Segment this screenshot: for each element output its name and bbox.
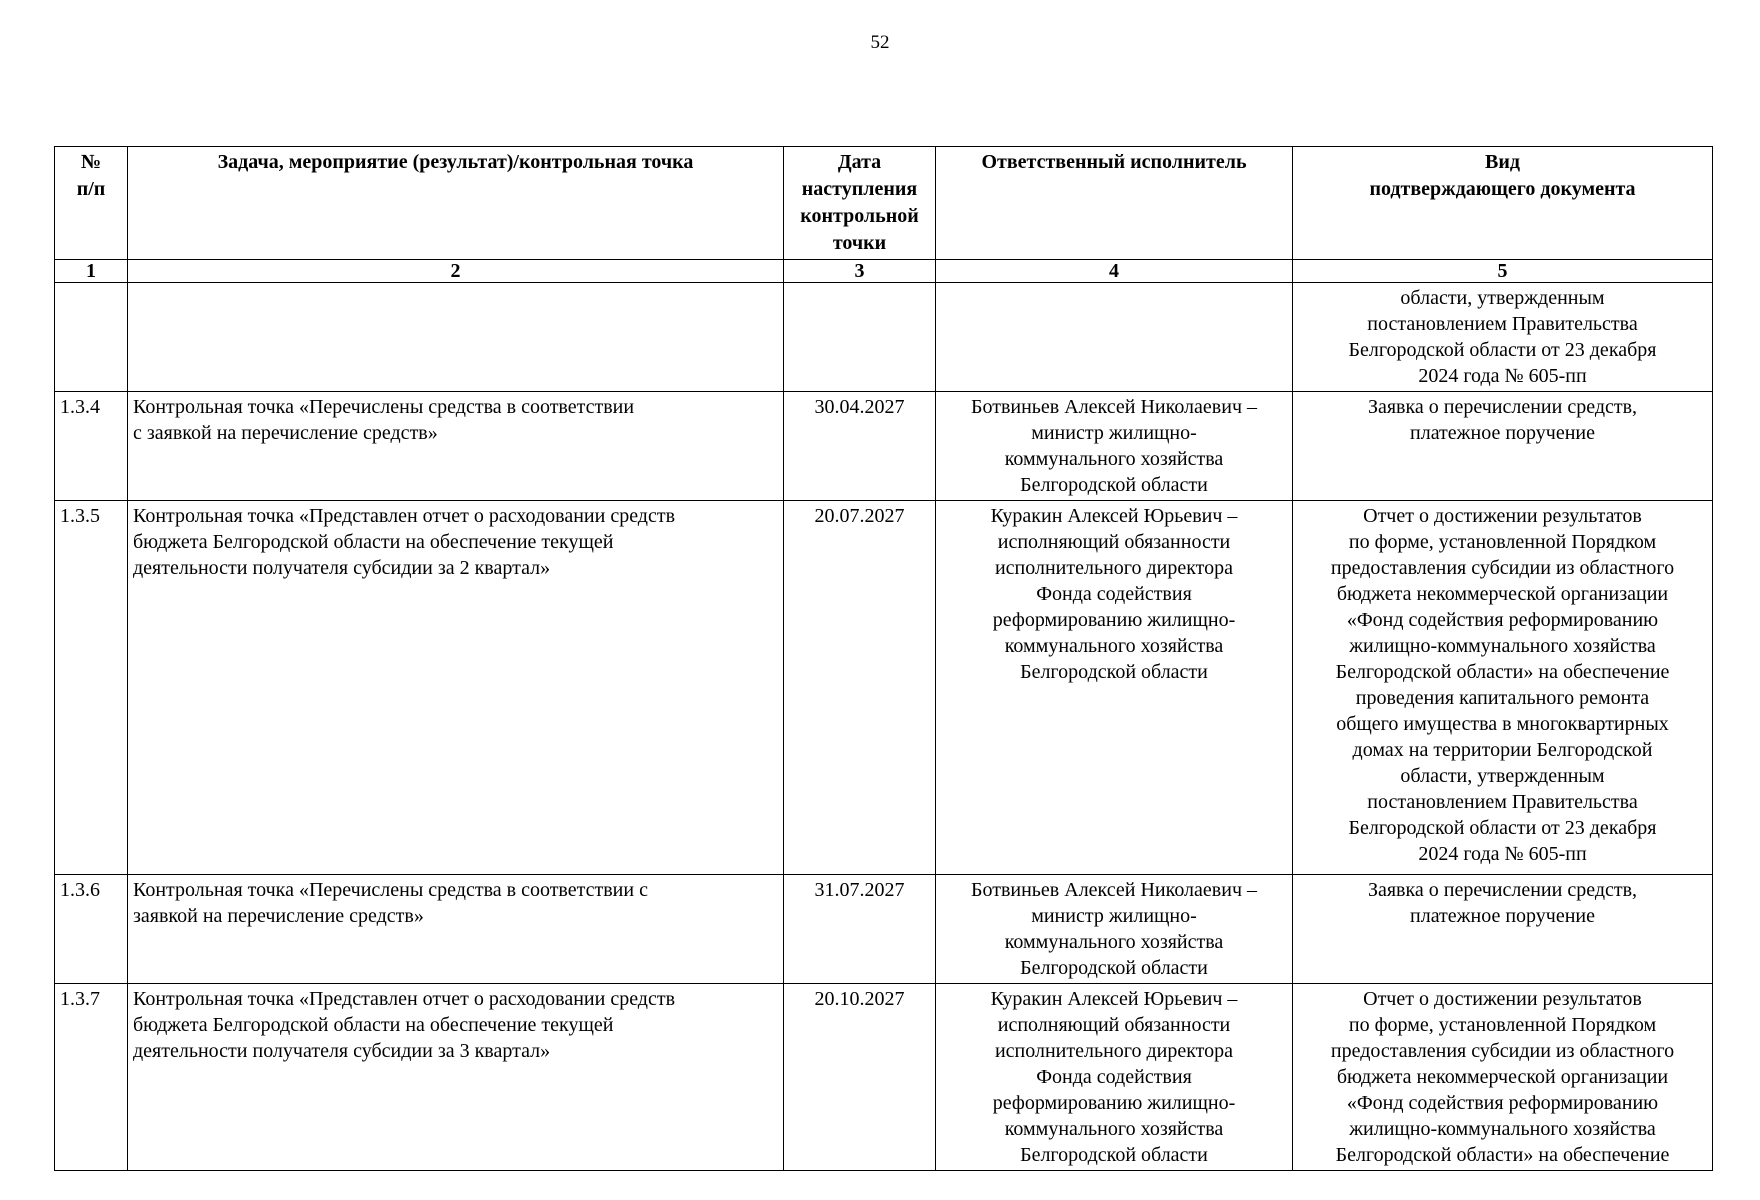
row-date: 30.04.2027 [784,392,936,501]
page-number: 52 [870,32,890,53]
header-executor: Ответственный исполнитель [936,147,1293,260]
column-index: 5 [1293,260,1713,283]
row-task: Контрольная точка «Перечислены средства в соответствии с заявкой на перечисление средств» [128,392,784,501]
row-document: Отчет о достижении результатов по форме, установленной Порядком предоставления субсидии из областного бюджета некоммерческой организации «Фонд содействия реформированию жилищно-коммунального хозяйства Белгородской области» на обеспечение проведения капитального ремонта общего имущества в многоквартирных домах на территории Белгородской области, утвержденным постановлением Правительства Белгородской области от 23 декабря 2024 года № 605-пп [1293,501,1713,875]
row-date: 20.10.2027 [784,984,936,1171]
table-row [55,501,1713,875]
row-executor: Ботвиньев Алексей Николаевич – министр жилищно- коммунального хозяйства Белгородской области [936,392,1293,501]
row-number: 1.3.7 [55,984,128,1171]
row-executor: Ботвиньев Алексей Николаевич – министр жилищно- коммунального хозяйства Белгородской области [936,875,1293,984]
table-header-row [55,147,1713,260]
table-row [55,283,1713,392]
column-index: 1 [55,260,128,283]
header-number: № п/п [55,147,128,260]
row-number [55,283,128,392]
row-executor [936,283,1293,392]
table-row [55,875,1713,984]
row-task: Контрольная точка «Представлен отчет о расходовании средств бюджета Белгородской области на обеспечение текущей деятельности получателя субсидии за 3 квартал» [128,984,784,1171]
header-task: Задача, мероприятие (результат)/контрольная точка [128,147,784,260]
row-executor: Куракин Алексей Юрьевич – исполняющий обязанности исполнительного директора Фонда содействия реформированию жилищно- коммунального хозяйства Белгородской области [936,501,1293,875]
table-row [55,392,1713,501]
row-task: Контрольная точка «Представлен отчет о расходовании средств бюджета Белгородской области на обеспечение текущей деятельности получателя субсидии за 2 квартал» [128,501,784,875]
row-executor: Куракин Алексей Юрьевич – исполняющий обязанности исполнительного директора Фонда содействия реформированию жилищно- коммунального хозяйства Белгородской области [936,984,1293,1171]
row-task [128,283,784,392]
row-document: области, утвержденным постановлением Правительства Белгородской области от 23 декабря 2024 года № 605-пп [1293,283,1713,392]
row-number: 1.3.4 [55,392,128,501]
row-date: 31.07.2027 [784,875,936,984]
column-index-row [55,260,1713,283]
control-points-table [54,146,1713,1171]
row-document: Заявка о перечислении средств, платежное поручение [1293,875,1713,984]
column-index: 3 [784,260,936,283]
row-task: Контрольная точка «Перечислены средства в соответствии с заявкой на перечисление средств» [128,875,784,984]
row-document: Отчет о достижении результатов по форме, установленной Порядком предоставления субсидии из областного бюджета некоммерческой организации «Фонд содействия реформированию жилищно-коммунального хозяйства Белгородской области» на обеспечение [1293,984,1713,1171]
column-index: 2 [128,260,784,283]
header-date: Дата наступления контрольной точки [784,147,936,260]
row-number: 1.3.6 [55,875,128,984]
header-document: Вид подтверждающего документа [1293,147,1713,260]
row-date: 20.07.2027 [784,501,936,875]
column-index: 4 [936,260,1293,283]
row-date [784,283,936,392]
row-number: 1.3.5 [55,501,128,875]
row-document: Заявка о перечислении средств, платежное поручение [1293,392,1713,501]
table-row [55,984,1713,1171]
